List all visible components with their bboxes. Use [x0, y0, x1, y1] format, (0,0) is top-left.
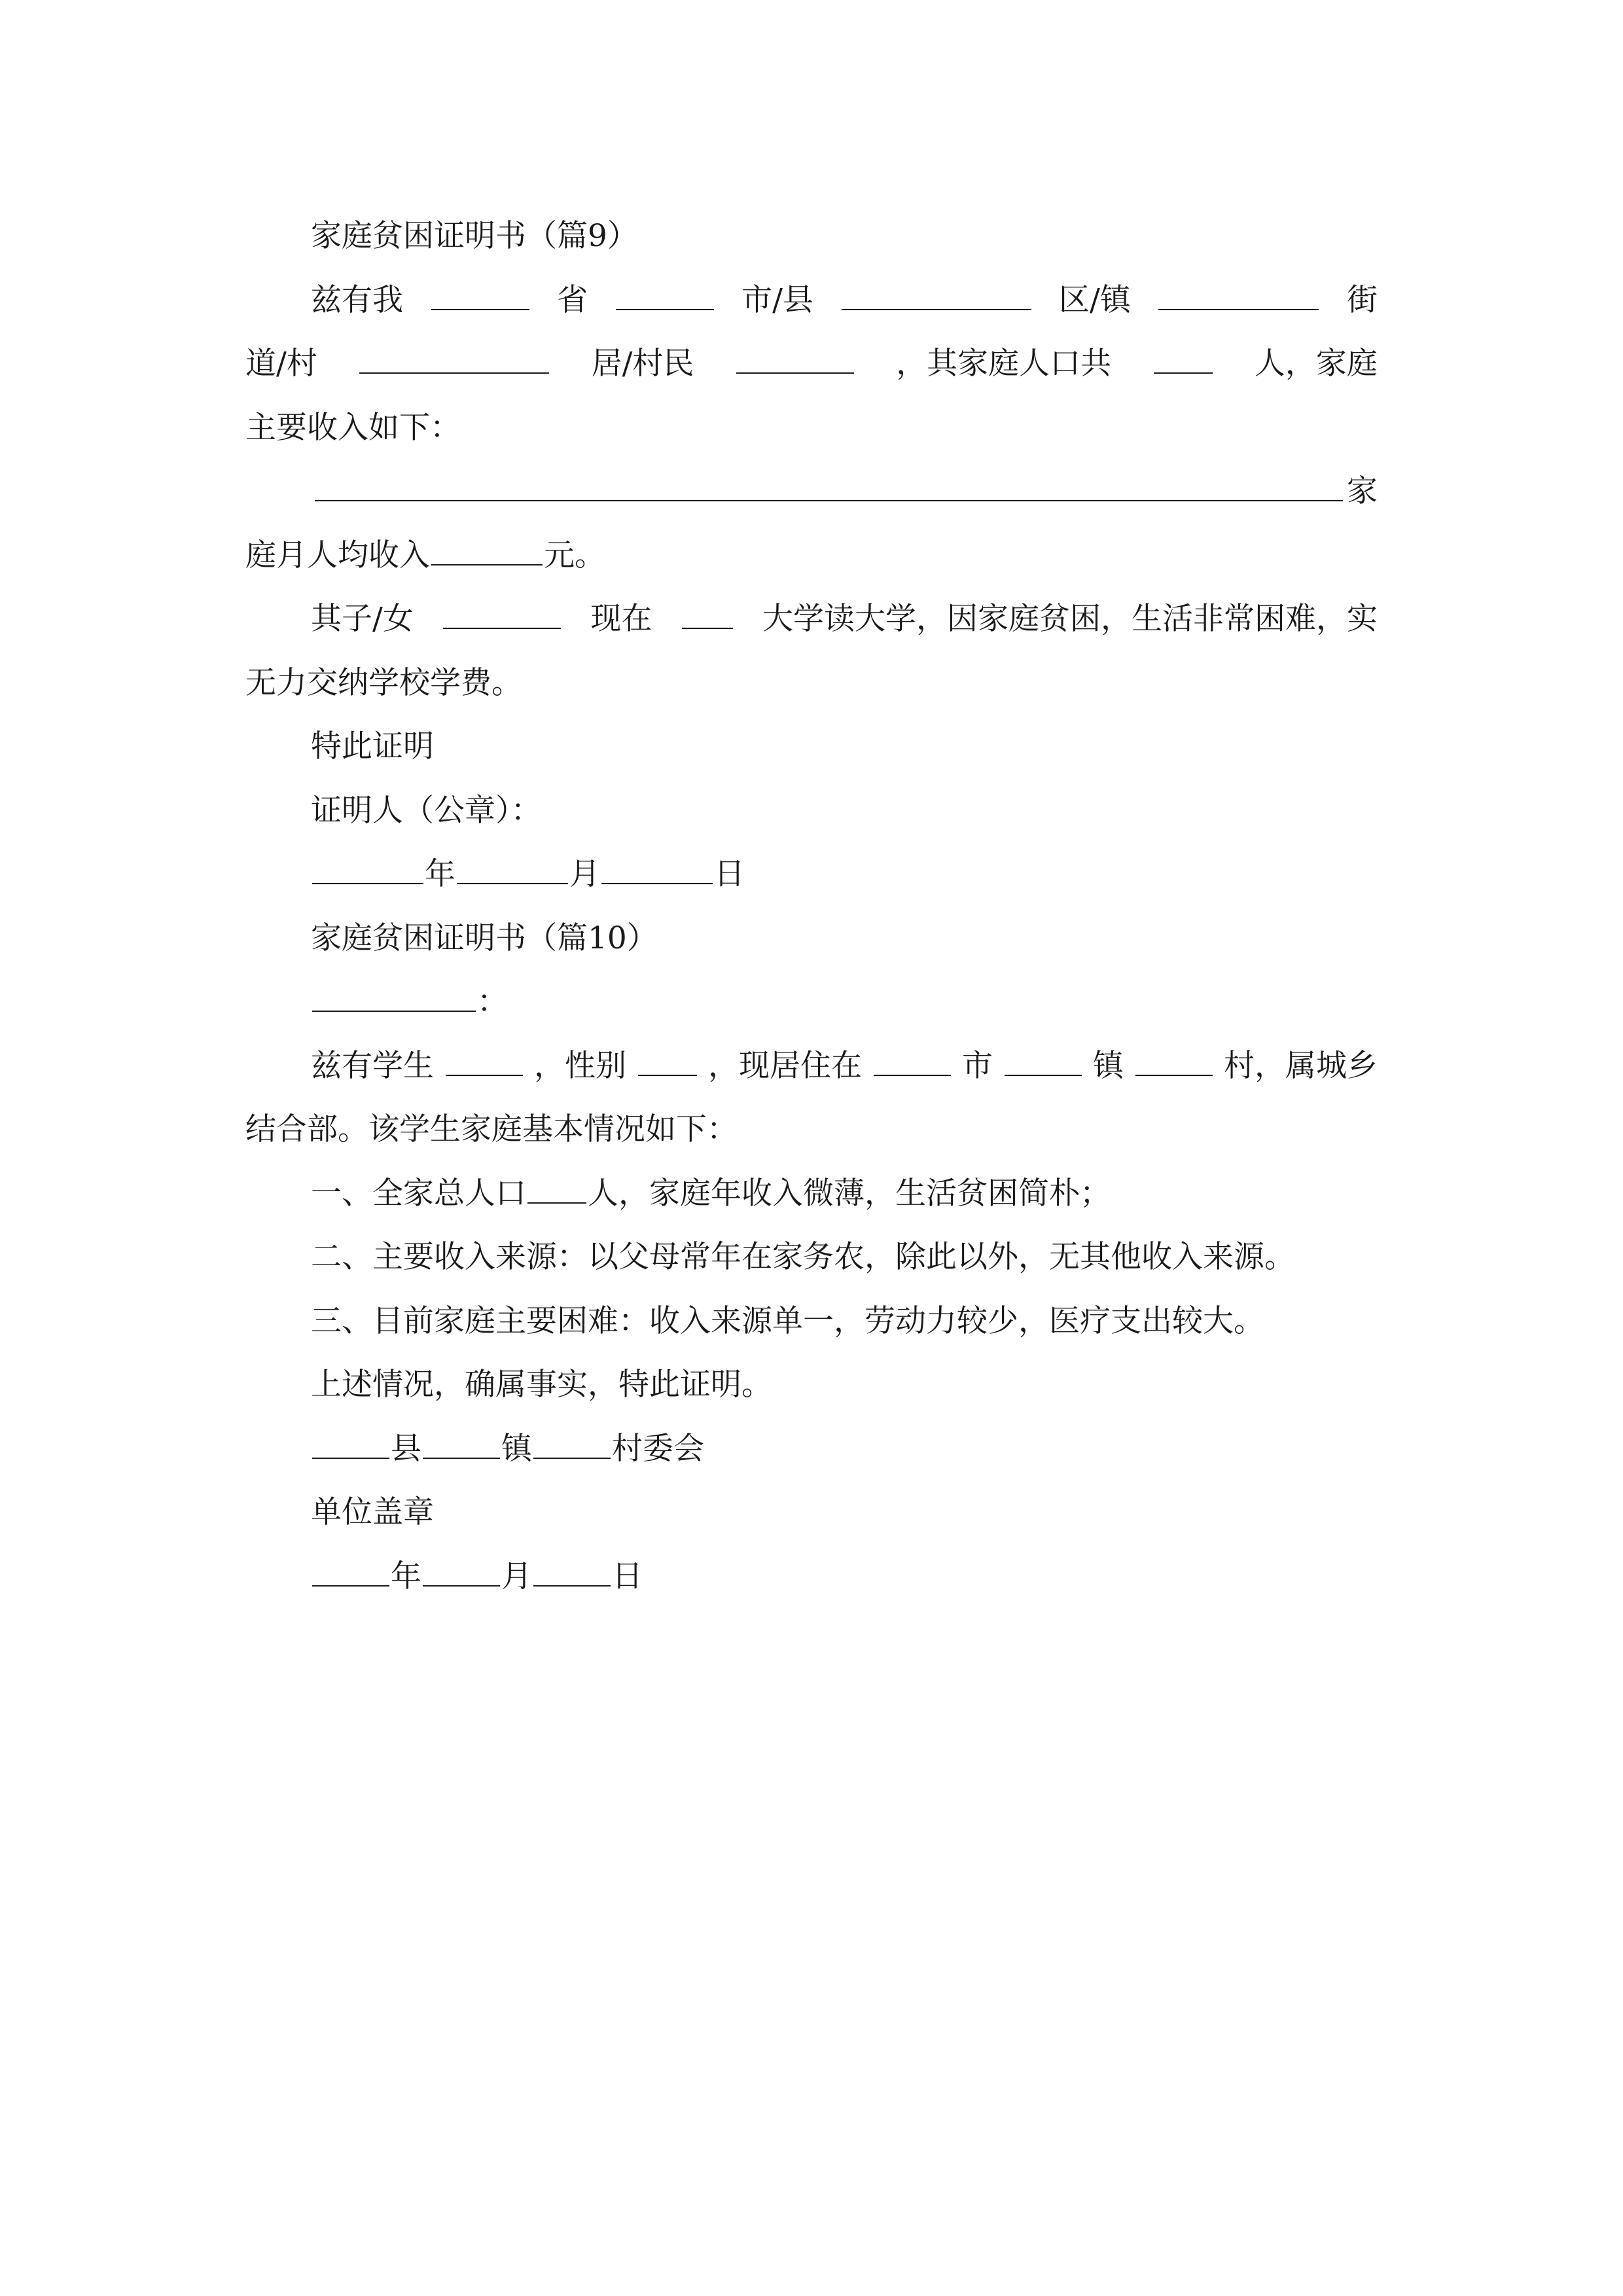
blank-village [359, 346, 549, 374]
section9-p1-line4 [245, 459, 1378, 524]
blank-child-name [443, 601, 561, 629]
text: 其子/女 [311, 601, 414, 637]
section9-signer [245, 779, 1378, 843]
text: 村委会 [612, 1430, 704, 1467]
section9-title-text: 家庭贫困证明书（篇9） [311, 218, 638, 254]
blank-street [1158, 283, 1319, 310]
text: 镇 [501, 1430, 532, 1467]
text: 市/县 [741, 281, 813, 318]
text: 道/村 [245, 346, 317, 382]
text: 兹有学生 [311, 1047, 434, 1084]
section9-p1-line2 [245, 332, 1378, 396]
text: 大学读大学，因家庭贫困，生活非常困难，实 [762, 601, 1378, 637]
text: 年 [391, 1558, 421, 1594]
text: 区/镇 [1059, 281, 1131, 318]
section10-p1-line2 [245, 1098, 1378, 1162]
text: 省 [557, 281, 588, 318]
section9-p1-line1 [245, 268, 1378, 332]
section10-item3 [245, 1289, 1378, 1354]
text: 月 [501, 1558, 532, 1594]
text: 街 [1346, 281, 1378, 318]
text: 年 [425, 856, 455, 892]
blank-town [423, 1431, 500, 1459]
blank-day [533, 1559, 611, 1587]
text: 上述情况，确属事实，特此证明。 [311, 1367, 772, 1403]
text: 兹有我 [311, 281, 403, 318]
blank-district [842, 283, 1031, 310]
section10-p1-line1 [245, 1034, 1378, 1098]
blank-year [312, 857, 423, 884]
text: 庭月人均收入 [245, 537, 430, 573]
text: 二、主要收入来源：以父母常年在家务农，除此以外，无其他收入来源。 [311, 1239, 1295, 1275]
blank-university [682, 601, 733, 629]
section9-p2-line1 [245, 587, 1378, 651]
text: 无力交纳学校学费。 [245, 664, 522, 701]
blank-village [1135, 1049, 1213, 1076]
section10-stamp [245, 1480, 1378, 1545]
section10-addressee [245, 970, 1378, 1034]
blank-total-people [527, 1176, 586, 1204]
text: 主要收入如下： [245, 409, 461, 446]
blank-monthly-income [431, 538, 543, 565]
section10-summary [245, 1353, 1378, 1417]
blank-village [533, 1431, 611, 1459]
text: 特此证明 [311, 728, 434, 764]
section10-org [245, 1417, 1378, 1481]
section9-closing [245, 715, 1378, 779]
section10-item1 [245, 1162, 1378, 1226]
blank-day [601, 857, 713, 884]
text: 居/村民 [591, 346, 694, 382]
blank-county [312, 1431, 389, 1459]
blank-resident [736, 346, 854, 374]
blank-province [431, 283, 529, 310]
text: 一、全家总人口 [311, 1175, 526, 1211]
blank-year [312, 1559, 389, 1587]
text: 现在 [590, 601, 652, 637]
text: 市 [962, 1047, 993, 1084]
blank-family-size [1154, 346, 1213, 374]
blank-gender [638, 1049, 697, 1076]
text: 日 [612, 1558, 643, 1594]
blank-month [457, 857, 568, 884]
text: 人，家庭年收入微薄，生活贫困简朴； [588, 1175, 1111, 1211]
text: ： [477, 984, 508, 1020]
blank-city [874, 1049, 951, 1076]
section10-date [245, 1545, 1378, 1609]
section10-title [245, 906, 1378, 971]
blank-student-name [446, 1049, 523, 1076]
text: 单位盖章 [311, 1494, 434, 1530]
blank-addressee [312, 984, 476, 1012]
text: 人，家庭 [1254, 346, 1378, 382]
section9-title [245, 204, 1378, 268]
document-body [245, 204, 1378, 1608]
text: ，其家庭人口共 [896, 346, 1112, 382]
section9-date [245, 842, 1378, 906]
text: 元。 [544, 537, 605, 573]
text: 日 [714, 856, 745, 892]
section10-title-text: 家庭贫困证明书（篇10） [311, 920, 658, 956]
text: 家 [1347, 473, 1378, 509]
blank-month [423, 1559, 500, 1587]
section9-p2-line2 [245, 651, 1378, 715]
blank-city [616, 283, 714, 310]
text: 三、目前家庭主要困难：收入来源单一，劳动力较少，医疗支出较大。 [311, 1302, 1264, 1339]
text: ，现居住在 [708, 1047, 862, 1084]
blank-income-sources [315, 474, 1343, 501]
text: 月 [569, 856, 600, 892]
text: 证明人（公章）： [311, 792, 542, 829]
text: 村，属城乡 [1224, 1047, 1378, 1084]
text: 县 [391, 1430, 421, 1467]
section9-p1-line5 [245, 524, 1378, 588]
text: ，性别 [534, 1047, 626, 1084]
section10-item2 [245, 1225, 1378, 1289]
section9-p1-line3 [245, 396, 1378, 460]
blank-town [1005, 1049, 1082, 1076]
text: 镇 [1093, 1047, 1124, 1084]
text: 结合部。该学生家庭基本情况如下： [245, 1111, 738, 1147]
